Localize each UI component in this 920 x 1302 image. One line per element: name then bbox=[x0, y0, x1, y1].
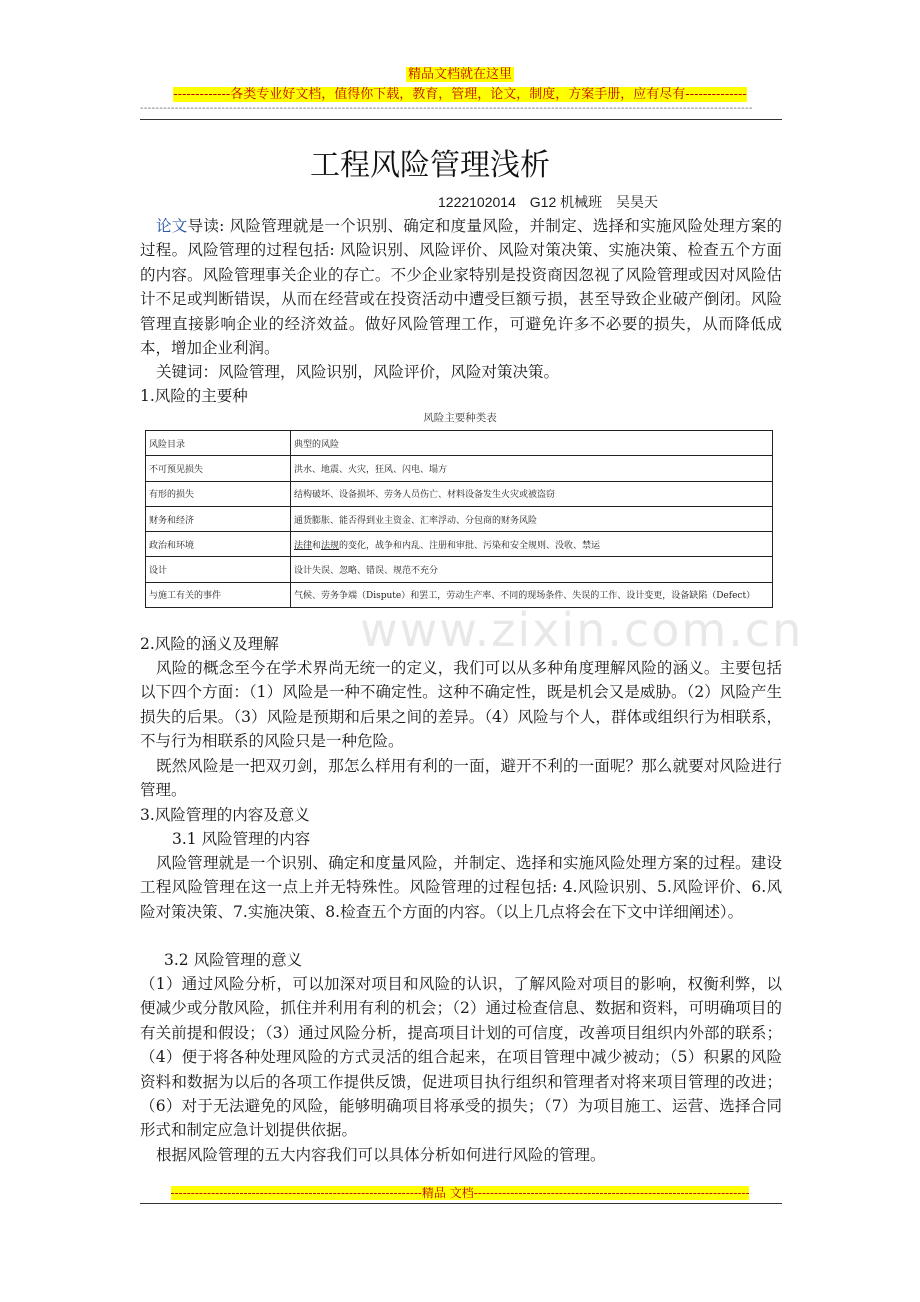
header-banner-slogan-text: -------------各类专业好文档，值得你下载，教育，管理，论文，制度，方案手册，应有尽有-------------- bbox=[173, 87, 747, 102]
intro-block bbox=[140, 214, 782, 385]
table-cell bbox=[291, 532, 773, 557]
section-3-2-body bbox=[140, 972, 782, 1167]
header-banner-title-text: 精品文档就在这里 bbox=[407, 67, 512, 82]
law-link[interactable]: 法律 bbox=[294, 540, 313, 551]
author-class: G12 机械班 bbox=[529, 194, 603, 210]
section-3-2-heading: 3.2 风险管理的意义 bbox=[164, 951, 303, 969]
intro-text: 导读: 风险管理就是一个识别、确定和度量风险，并制定、选择和实施风险处理方案的过程。风险管理的过程包括: 风险识别、风险评价、风险对策决策、实施决策、检查五个方面的内容。风险管理事关企业的存亡。不少企业家特别是投资商因忽视了风险管理或因对风险估计不足或判断错误，从而在经营或在投资活动中遭受巨额亏损，甚至导致企业破产倒闭。风险管理直接影响企业的经济效益。做好风险管理工作，可避免许多不必要的损失，从而降低成本，增加企业利润。 bbox=[140, 217, 782, 358]
header-banner-slogan bbox=[0, 86, 920, 103]
section-2-paragraph-2: 既然风险是一把双刃剑，那怎么样用有利的一面，避开不利的一面呢？那么就要对风险进行管理。 bbox=[140, 756, 782, 800]
table-cell: 设计 bbox=[146, 557, 291, 582]
watermark: www.zixin.com.cn bbox=[360, 603, 804, 657]
table-cell: 风险目录 bbox=[146, 431, 291, 456]
politics-text: 的变化，战争和内乱、注册和审批、污染和安全规则、没收、禁运 bbox=[339, 540, 601, 551]
header-rule bbox=[140, 119, 782, 120]
author-id: 1222102014 bbox=[438, 194, 516, 210]
table-cell: 政治和环境 bbox=[146, 532, 291, 557]
keywords: 关键词：风险管理，风险识别，风险评价，风险对策决策。 bbox=[156, 363, 560, 382]
table-row bbox=[146, 456, 773, 481]
table-cell: 洪水、地震、火灾，狂风、闪电、塌方 bbox=[291, 456, 773, 481]
section-3-1-paragraph: 风险管理就是一个识别、确定和度量风险，并制定、选择和实施风险处理方案的过程。建设工程风险管理在这一点上并无特殊性。风险管理的过程包括: 4.风险识别、5.风险评价、6.风险对策决策、7.实施决策、8.检查五个方面的内容。（以上几点将会在下文中详细阐述）。 bbox=[140, 854, 782, 921]
table-row bbox=[146, 481, 773, 506]
section-2-body bbox=[140, 656, 782, 802]
table-caption: 风险主要种类表 bbox=[423, 412, 497, 424]
table-row bbox=[146, 532, 773, 557]
section-3-heading: 3.风险管理的内容及意义 bbox=[140, 806, 310, 824]
conjunction-text: 和 bbox=[312, 540, 322, 551]
table-cell: 与施工有关的事件 bbox=[146, 582, 291, 607]
table-cell: 有形的损失 bbox=[146, 481, 291, 506]
table-cell: 设计失误、忽略、错误、规范不充分 bbox=[291, 557, 773, 582]
section-2-paragraph-1: 风险的概念至今在学术界尚无统一的定义，我们可以从多种角度理解风险的涵义。主要包括以下四个方面：（1）风险是一种不确定性。这种不确定性，既是机会又是威胁。（2）风险产生损失的后果。（3）风险是预期和后果之间的差异。（4）风险与个人，群体或组织行为相联系，不与行为相联系的风险只是一种危险。 bbox=[140, 659, 782, 751]
section-3-2-paragraph: （1）通过风险分析，可以加深对项目和风险的认识，了解风险对项目的影响，权衡利弊，以便减少或分散风险，抓住并利用有利的机会；（2）通过检查信息、数据和资料，可明确项目的有关前提和假设；（3）通过风险分析，提高项目计划的可信度，改善项目组织内外部的联系；（4）便于将各种处理风险的方式灵活的组合起来，在项目管理中减少被动；（5）积累的风险资料和数据为以后的各项工作提供反馈，促进项目执行组织和管理者对将来项目管理的改进；（6）对于无法避免的风险，能够明确项目将承受的损失；（7）为项目施工、运营、选择合同形式和制定应急计划提供依据。 bbox=[140, 975, 782, 1140]
table-cell: 财务和经济 bbox=[146, 506, 291, 531]
table-row bbox=[146, 557, 773, 582]
risk-types-table bbox=[145, 430, 773, 608]
footer-banner bbox=[0, 1185, 920, 1201]
intro-paragraph bbox=[140, 214, 782, 360]
section-1-heading: 1.风险的主要种 bbox=[140, 387, 248, 405]
table-cell: 典型的风险 bbox=[291, 431, 773, 456]
document-title: 工程风险管理浅析 bbox=[310, 148, 550, 183]
section-2-heading: 2.风险的涵义及理解 bbox=[140, 635, 279, 653]
footer-banner-text: --------------------------------------------------------------精品 文档-------------------------------------------------------------------- bbox=[170, 1186, 750, 1200]
table-cell: 不可预见损失 bbox=[146, 456, 291, 481]
table-row bbox=[146, 506, 773, 531]
author-line bbox=[438, 192, 668, 212]
table-cell: 结构破坏、设备损坏、劳务人员伤亡、材料设备发生火灾或被盗窃 bbox=[291, 481, 773, 506]
section-3-1-heading: 3.1 风险管理的内容 bbox=[172, 830, 311, 848]
table-row bbox=[146, 431, 773, 456]
section-3-1-body bbox=[140, 851, 782, 924]
regulation-link[interactable]: 法规 bbox=[321, 540, 340, 551]
header-dotted-line: -------------------------------------------------------------------------------------------------------------------------------------------------------------- bbox=[140, 103, 753, 114]
footer-rule bbox=[140, 1203, 782, 1204]
header-banner-title bbox=[0, 66, 920, 83]
table-cell: 气候、劳务争端（Dispute）和罢工，劳动生产率、不同的现场条件、失误的工作、设计变更，设备缺陷（Defect） bbox=[291, 582, 773, 607]
paper-link[interactable]: 论文 bbox=[156, 217, 188, 235]
table-cell: 通货膨胀、能否得到业主资金、汇率浮动、分包商的财务风险 bbox=[291, 506, 773, 531]
author-name: 吴昊天 bbox=[616, 194, 659, 210]
section-3-closing-paragraph: 根据风险管理的五大内容我们可以具体分析如何进行风险的管理。 bbox=[156, 1145, 606, 1164]
